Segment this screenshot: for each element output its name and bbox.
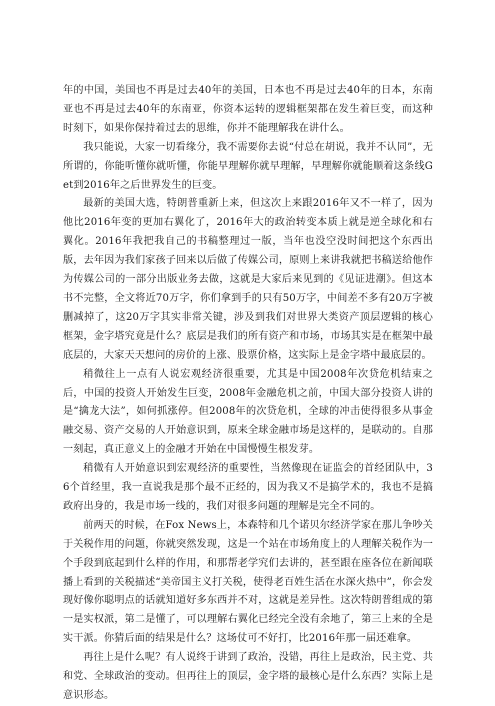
paragraph-6: 前两天的时候，在Fox News上，本森特和几个诺贝尔经济学家在那儿争吵关于关税作用的问题，你就突然发现，这是一个站在市场角度上的人理解关税作为一个手段到底起到什么样的作用，和那帮老学究们去讲的，甚至跟在座各位在新闻联播上看到的关税描述“美帝国主义打关税，使得老百姓生活在水深火热中”，你会发现好像你聪明点的话就知道好多东西并不对，这就是差异性。这次特朗普组成的第一是实权派，第二是懂了，可以理解右翼化已经完全没有余地了，第三上来的全是实干派。你猜后面的结果是什么？这场仗可不好打，比2016年那一届还难拿。: [63, 519, 433, 645]
paragraph-5: 稍微有人开始意识到宏观经济的重要性，当然像现在证监会的首经团队中，36个首经里，我一直说我是那个最不正经的，因为我又不是搞学术的，我也不是搞政府出身的，我是市场一线的，我们对很多问题的理解是完全不同的。: [63, 463, 433, 512]
paragraph-4: 稍微往上一点有人说宏观经济很重要，尤其是中国2008年次贷危机结束之后，中国的投资人开始发生巨变，2008年金融危机之前，中国大部分投资人讲的是“擒龙大法”，如何抓涨停。但2008年的次贷危机，全球的冲击使得很多从事金融交易、资产交易的人开始意识到，原来全球金融市场是这样的，是联动的。自那一刻起，真正意义上的金融才开始在中国慢慢生根发芽。: [63, 368, 433, 456]
paragraph-7: 再往上是什么呢？有人说终于讲到了政治，没错，再往上是政治，民主党、共和党、全球政治的变动。但再往上的顶层，金字塔的最核心是什么东西？实际上是意识形态。: [63, 652, 433, 701]
paragraph-3: 最新的美国大选，特朗普重新上来，但这次上来跟2016年又不一样了，因为他比2016年变的更加右翼化了，2016年大的政治转变本质上就是逆全球化和右翼化。2016年我把我自己的书稿整理过一版，当年也没空没时间把这个东西出版，去年因为我们家孩子回来以后做了传媒公司，原则上来讲我就把书稿送给他作为传媒公司的一部分出版业务去做，这就是大家后来见到的《见证进潮》。但这本书不完整，全文将近70万字，你们拿到手的只有50万字，中间差不多有20万字被删减掉了，这20万字其实非常关键，涉及到我们对世界大类资产顶层逻辑的核心框架，金字塔究竟是什么？底层是我们的所有资产和市场，市场其实是在框架中最底层的，大家天天想问的房价的上涨、股票价格，这实际上是金字塔中最底层的。: [63, 198, 433, 361]
paragraph-2: 我只能说，大家一切看缘分，我不需要你去说“付总在胡说，我并不认同”，无所谓的，你能听懂你就听懂，你能早理解你就早理解，早理解你就能顺着这条线Get到2016年之后世界发生的巨变。: [63, 141, 433, 191]
document-body: [63, 82, 433, 706]
paragraph-1: 年的中国，美国也不再是过去40年的美国，日本也不再是过去40年的日本，东南亚也不再是过去40年的东南亚，你资本运转的逻辑框架都在发生着巨变，而这种时刻下，如果你保持着过去的思维，你并不能理解我在讲什么。: [63, 85, 433, 134]
